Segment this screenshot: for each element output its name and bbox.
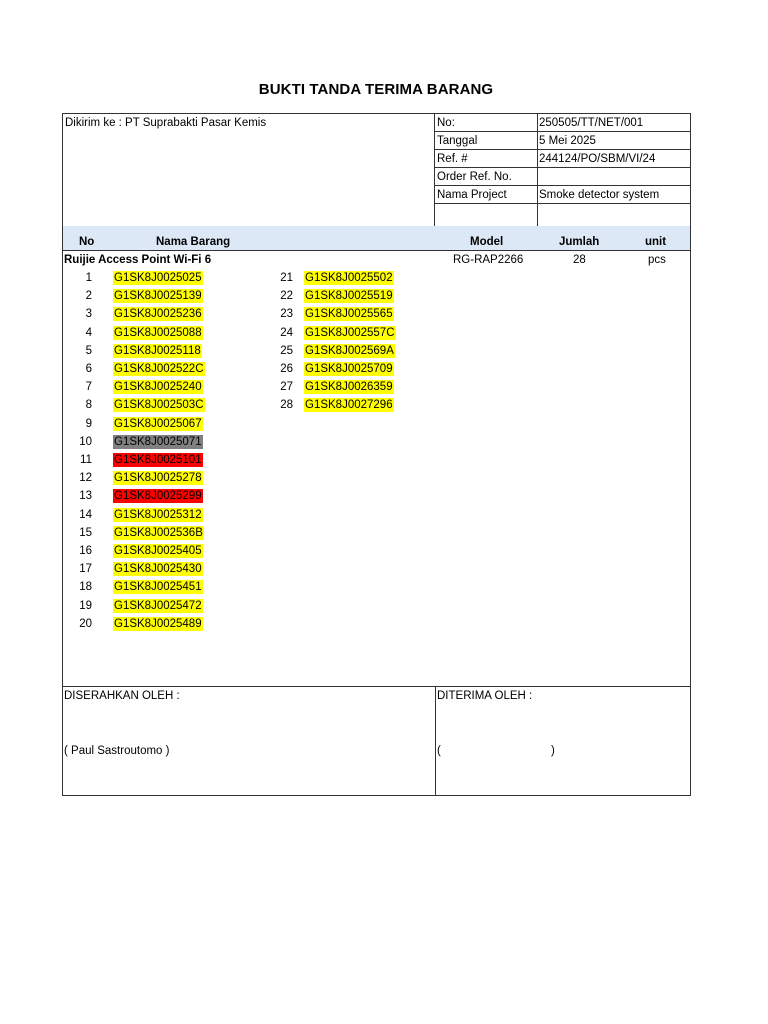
serial-index: 27 <box>280 381 293 394</box>
header-section <box>63 114 690 227</box>
serial-number-text: G1SK8J0025430 <box>114 563 202 576</box>
column-header-name: Nama Barang <box>156 236 231 248</box>
serial-number <box>304 307 394 321</box>
field-value-date: 5 Mei 2025 <box>539 135 596 147</box>
handed-over-name: ( Paul Sastroutomo ) <box>64 745 170 757</box>
serial-index: 21 <box>280 272 293 284</box>
serial-number-text: G1SK8J0025299 <box>114 490 202 503</box>
serial-number-text: G1SK8J0025236 <box>114 308 202 321</box>
serial-index: 9 <box>85 417 92 430</box>
divider <box>434 203 690 204</box>
serial-number-text: G1SK8J0025709 <box>305 363 393 375</box>
serial-number-text: G1SK8J0025405 <box>114 545 202 557</box>
serial-number-text: G1SK8J0025025 <box>114 272 202 284</box>
field-label-ref: Ref. # <box>437 153 468 165</box>
serial-number-text: G1SK8J0025139 <box>114 290 202 303</box>
item-unit: pcs <box>648 254 666 266</box>
column-header-model: Model <box>470 236 504 248</box>
serial-number-text: G1SK8J0025451 <box>114 581 202 594</box>
serial-number <box>113 508 203 522</box>
divider <box>434 167 690 168</box>
serial-index: 26 <box>280 363 293 375</box>
serial-number <box>113 398 205 412</box>
serial-number-text: G1SK8J002522C <box>114 363 204 375</box>
column-header-row <box>63 226 690 251</box>
field-label-no: No: <box>437 117 455 129</box>
received-signature-close: ) <box>551 745 555 757</box>
column-header-qty: Jumlah <box>559 236 600 248</box>
serial-number-text: G1SK8J0025565 <box>305 308 393 321</box>
serial-index: 15 <box>79 526 92 539</box>
serial-index: 25 <box>280 344 293 357</box>
serial-number <box>113 289 203 303</box>
serial-number <box>113 307 203 321</box>
serial-number <box>304 398 394 412</box>
serial-index: 6 <box>85 363 92 375</box>
serial-index: 20 <box>79 617 92 630</box>
serial-number <box>304 271 394 285</box>
serial-number-text: G1SK8J0025489 <box>114 617 202 630</box>
receipt-form <box>62 113 691 796</box>
serial-index: 5 <box>85 344 92 357</box>
column-header-unit: unit <box>645 236 667 248</box>
serial-index: 19 <box>79 599 92 612</box>
serial-index: 13 <box>79 490 92 503</box>
serial-number-text: G1SK8J0025312 <box>114 508 202 521</box>
serial-number-text: G1SK8J002557C <box>305 326 395 339</box>
serial-number <box>113 617 203 631</box>
handed-over-label: DISERAHKAN OLEH : <box>64 690 180 702</box>
serial-number-text: G1SK8J0025502 <box>305 272 393 284</box>
serial-number <box>113 271 203 285</box>
serial-index: 14 <box>79 508 92 521</box>
serial-number-text: G1SK8J0025101 <box>114 454 202 466</box>
serial-number <box>113 580 203 594</box>
item-qty: 28 <box>573 254 586 266</box>
serial-index: 16 <box>79 545 92 557</box>
serial-number-text: G1SK8J0025240 <box>114 381 202 394</box>
serial-index: 10 <box>79 435 92 448</box>
serial-index: 3 <box>85 308 92 321</box>
serial-index: 4 <box>85 326 92 339</box>
serial-number <box>304 289 394 303</box>
serial-index: 2 <box>85 290 92 303</box>
received-by-label: DITERIMA OLEH : <box>437 690 533 702</box>
serial-number-text: G1SK8J0025278 <box>114 472 202 485</box>
serial-number <box>113 471 203 485</box>
divider <box>434 149 690 150</box>
serial-number-text: G1SK8J0025071 <box>114 435 202 448</box>
field-value-no: 250505/TT/NET/001 <box>539 117 644 129</box>
divider <box>63 686 690 687</box>
serial-number-text: G1SK8J0025519 <box>305 290 393 303</box>
serial-number <box>113 599 203 613</box>
serial-number <box>113 489 203 503</box>
field-value-ref: 244124/PO/SBM/VI/24 <box>539 153 656 165</box>
serial-number <box>113 362 205 376</box>
serial-number <box>304 326 396 340</box>
serial-number <box>304 380 394 394</box>
field-label-order-ref: Order Ref. No. <box>437 171 512 183</box>
received-signature-open: ( <box>437 745 441 757</box>
serial-number-text: G1SK8J0025088 <box>114 326 202 339</box>
serial-number <box>304 344 395 358</box>
ship-to: Dikirim ke : PT Suprabakti Pasar Kemis <box>65 117 267 129</box>
serial-number <box>113 526 204 540</box>
serial-index: 28 <box>280 399 293 412</box>
serial-index: 7 <box>85 381 92 394</box>
column-header-no: No <box>79 236 95 248</box>
item-name: Ruijie Access Point Wi-Fi 6 <box>64 254 212 266</box>
serial-number <box>113 326 203 340</box>
serial-number-text: G1SK8J002536B <box>114 526 203 539</box>
serial-index: 11 <box>80 454 92 466</box>
serial-index: 17 <box>79 563 92 576</box>
serial-number-text: G1SK8J002503C <box>114 399 204 412</box>
serial-number <box>113 344 202 358</box>
serial-index: 1 <box>85 272 92 284</box>
serial-index: 24 <box>280 326 293 339</box>
field-value-project: Smoke detector system <box>539 189 660 201</box>
serial-number <box>113 435 203 449</box>
serial-number <box>304 362 394 376</box>
serial-number-text: G1SK8J0027296 <box>305 399 393 412</box>
serial-index: 23 <box>280 308 293 321</box>
serial-number-text: G1SK8J0026359 <box>305 381 393 394</box>
serial-number-text: G1SK8J0025472 <box>114 599 202 612</box>
serial-number <box>113 453 203 467</box>
serial-number-text: G1SK8J0025118 <box>114 344 201 357</box>
item-model: RG-RAP2266 <box>453 254 524 266</box>
serial-index: 8 <box>85 399 92 412</box>
document-title: BUKTI TANDA TERIMA BARANG <box>258 81 494 98</box>
serial-number <box>113 417 203 431</box>
serial-number <box>113 544 203 558</box>
serial-number <box>113 380 203 394</box>
serial-index: 12 <box>79 472 92 485</box>
serial-index: 18 <box>79 581 92 594</box>
field-label-project: Nama Project <box>437 189 507 201</box>
serial-index: 22 <box>280 290 293 303</box>
serial-number-text: G1SK8J002569A <box>305 344 394 357</box>
divider <box>435 686 436 795</box>
serial-number-text: G1SK8J0025067 <box>114 417 202 430</box>
divider <box>434 131 690 132</box>
serial-number <box>113 562 203 576</box>
field-label-date: Tanggal <box>437 135 478 147</box>
divider <box>434 185 690 186</box>
